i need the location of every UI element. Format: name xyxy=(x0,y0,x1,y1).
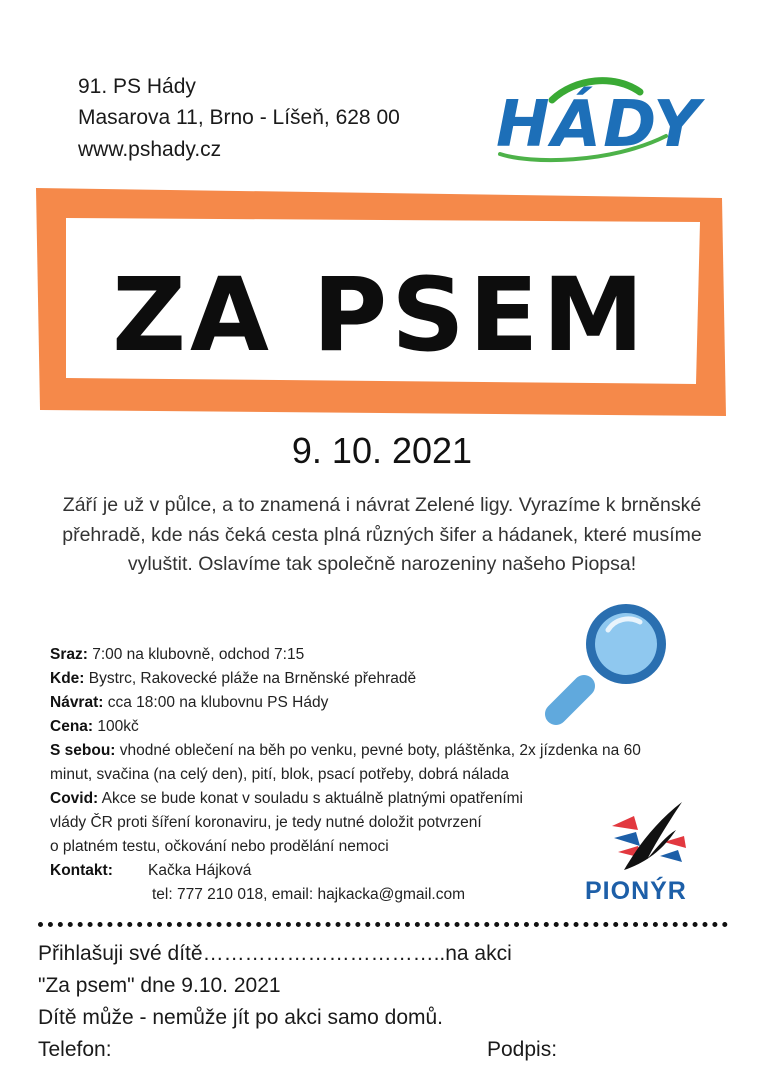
info-sebou: S sebou: vhodné oblečení na běh po venku, pevné boty, pláštěnka, 2x jízdenka na 60 xyxy=(50,742,641,759)
org-website[interactable]: www.pshady.cz xyxy=(78,138,222,161)
info-covid-cont-1: vlády ČR proti šíření koronaviru, je tedy nutné doložit potvrzení xyxy=(50,814,482,831)
slip-line-child: Přihlašuji své dítě……………………………..na akci xyxy=(38,942,512,965)
cut-line-divider xyxy=(38,922,728,927)
info-covid: Covid: Akce se bude konat v souladu s aktuálně platnými opatřeními xyxy=(50,790,524,807)
slip-line-home: Dítě může - nemůže jít po akci samo domů. xyxy=(38,1006,443,1029)
info-cena: Cena: 100kč xyxy=(50,718,139,735)
magnifier-icon xyxy=(540,600,680,730)
info-sebou-cont: minut, svačina (na celý den), pití, blok, psací potřeby, dobrá nálada xyxy=(50,766,509,783)
intro-paragraph: Září je už v půlce, a to znamená i návrat Zelené ligy. Vyrazíme k brněnské přehradě, kde nás čeká cesta plná různých šifer a hádanek, které musíme vyluštit. Oslavíme tak společně narozeniny našeho Piopsa! xyxy=(62,494,702,575)
slip-phone-label: Telefon: xyxy=(38,1038,112,1061)
info-kontakt: Kontakt: Kačka Hájková xyxy=(50,862,252,879)
pionyr-logo-text: PIONÝR xyxy=(585,877,687,905)
info-covid-cont-2: o platném testu, očkování nebo prodělání nemoci xyxy=(50,838,389,855)
slip-line-event: "Za psem" dne 9.10. 2021 xyxy=(38,974,281,997)
event-date: 9. 10. 2021 xyxy=(291,430,473,471)
info-kde: Kde: Bystrc, Rakovecké pláže na Brněnské přehradě xyxy=(50,670,417,687)
event-title: ZA PSEM xyxy=(112,256,648,375)
hady-logo xyxy=(490,76,702,168)
hady-logo-text: HÁDY xyxy=(496,88,702,162)
org-address: Masarova 11, Brno - Líšeň, 628 00 xyxy=(78,106,400,129)
pionyr-bird-icon xyxy=(604,796,690,878)
slip-signature-label: Podpis: xyxy=(487,1038,558,1061)
info-sraz: Sraz: 7:00 na klubovně, odchod 7:15 xyxy=(50,646,305,663)
info-navrat: Návrat: cca 18:00 na klubovnu PS Hády xyxy=(50,694,329,711)
info-kontakt-details: tel: 777 210 018, email: hajkacka@gmail.com xyxy=(152,886,465,903)
org-name: 91. PS Hády xyxy=(78,75,196,98)
